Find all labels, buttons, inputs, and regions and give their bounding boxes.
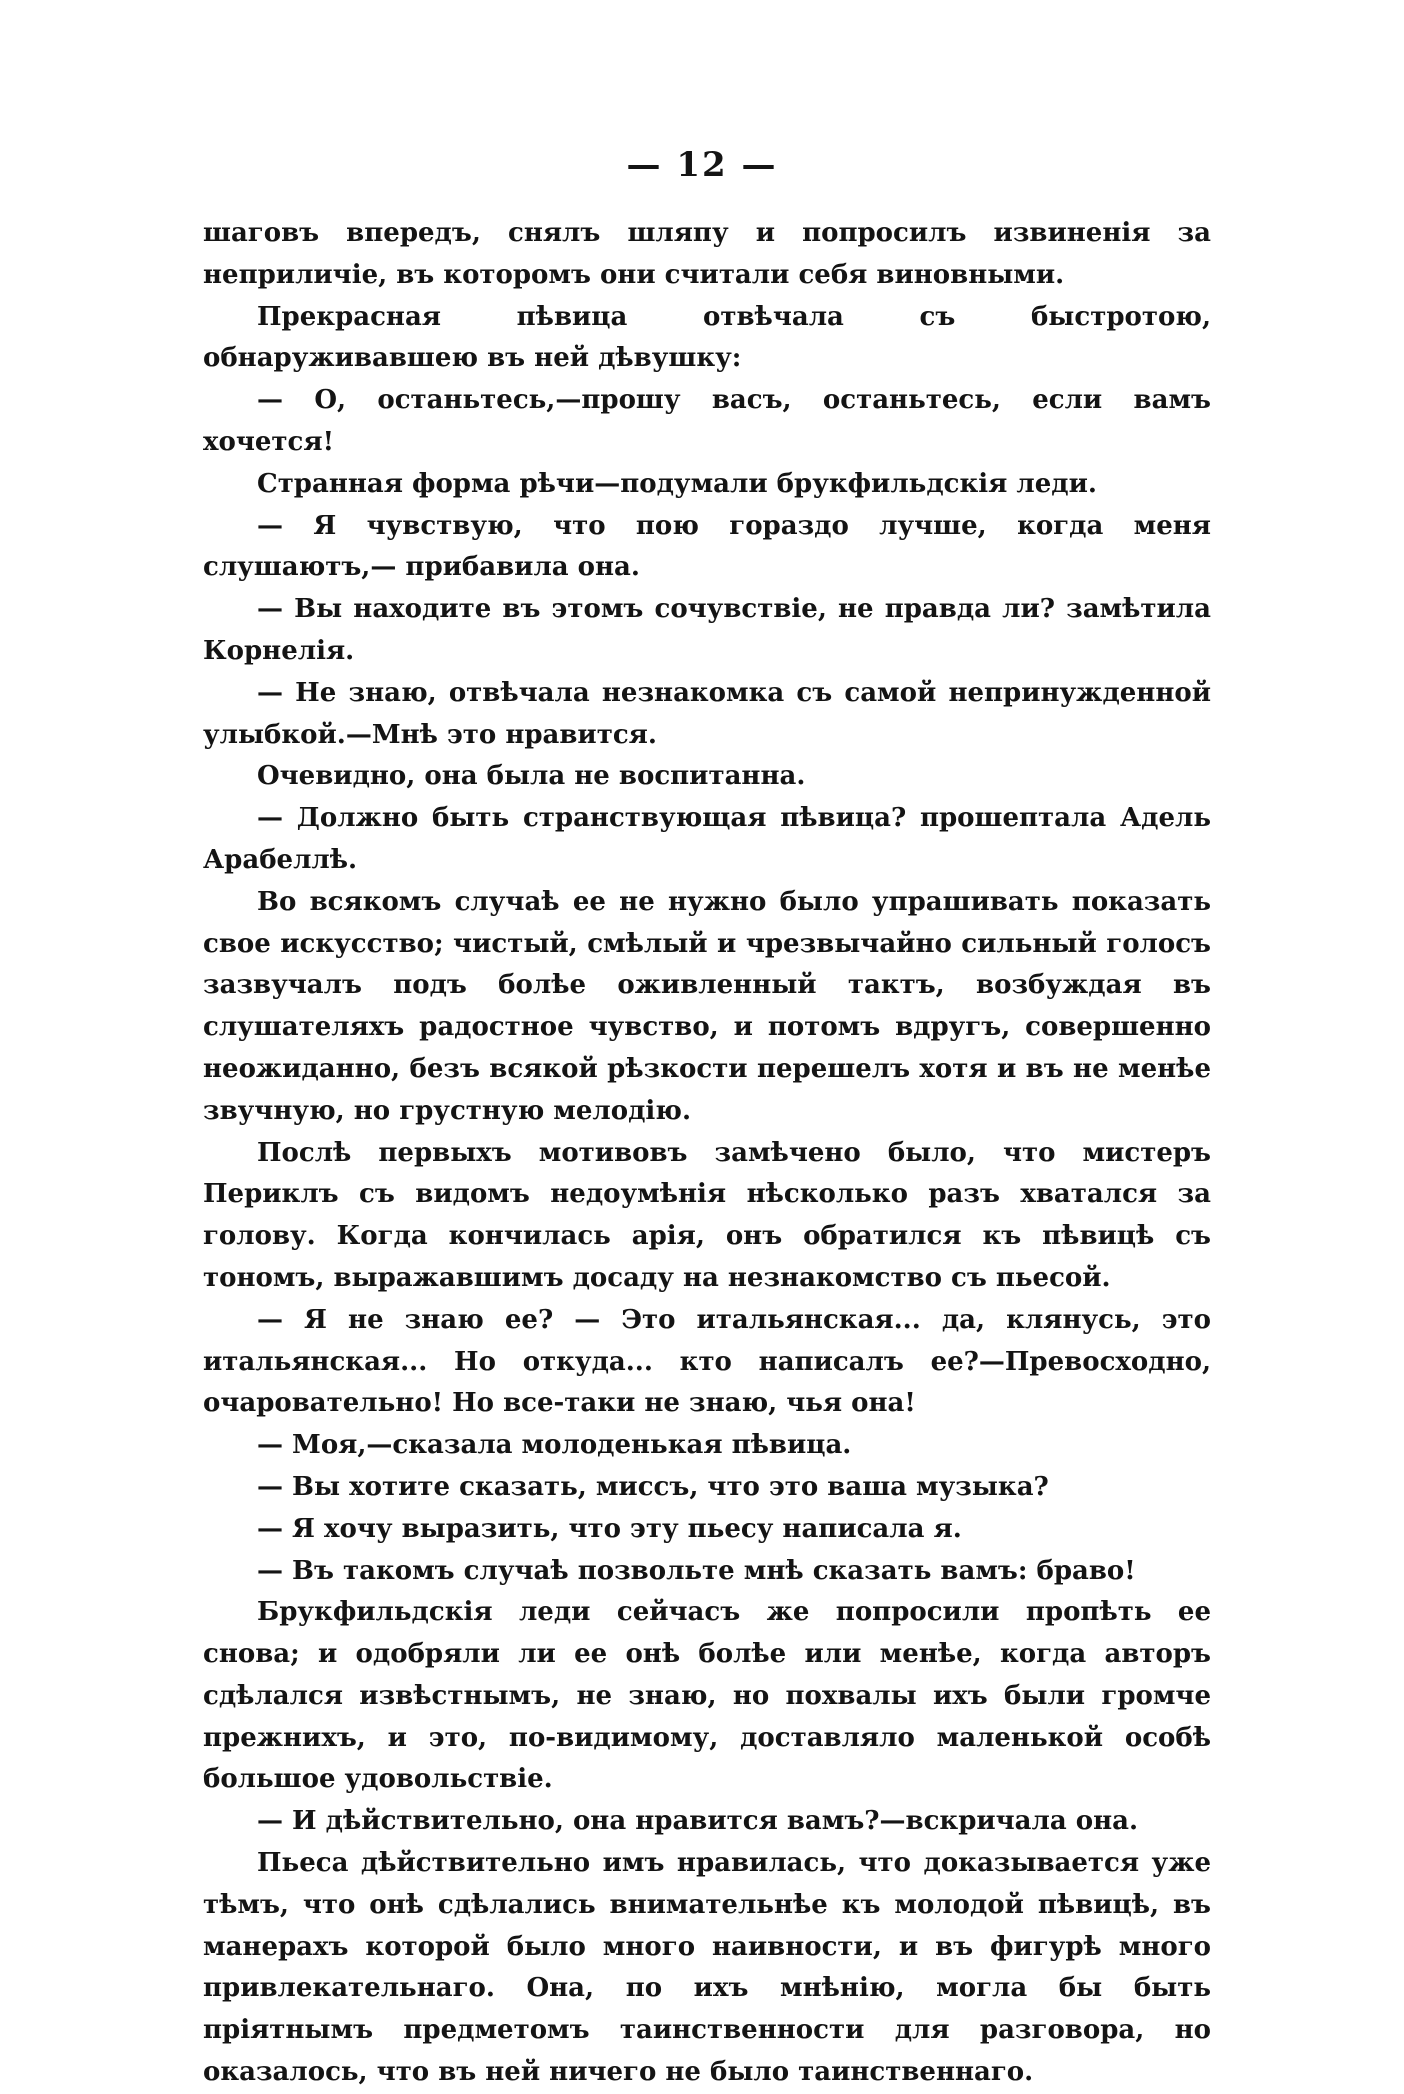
paragraph: Брукфильдскія леди сейчасъ же попросили пропѣть ее снова; и одобряли ли ее онѣ болѣе или менѣе, когда авторъ сдѣлался извѣстнымъ, не знаю, но похвалы ихъ были громче прежнихъ, и это, по-видимому, доставляло маленькой особѣ большое удовольствіе. [203,1597,1211,1795]
paragraph: Странная форма рѣчи—подумали брукфильдскія леди. [257,468,1097,499]
paragraph: — Я не знаю ее? — Это итальянская... да, клянусь, это итальянская... Но откуда... кто написалъ ее?—Превосходно, очаровательно! Но все-таки не знаю, чья она! [203,1304,1211,1419]
paragraph: Очевидно, она была не воспитанна. [257,761,806,792]
paragraph: — Вы находите въ этомъ сочувствіе, не правда ли? замѣтила Корнелія. [203,594,1211,666]
paragraph: — Должно быть странствующая пѣвица? прошептала Адель Арабеллѣ. [203,803,1211,875]
paragraph: — Я чувствую, что пою гораздо лучше, когда меня слушаютъ,— прибавила она. [203,510,1211,583]
paragraph: шаговъ впередъ, снялъ шляпу и попросилъ извиненія за неприличіе, въ которомъ они считали себя виновными. [203,218,1211,290]
paragraph: — Не знаю, отвѣчала незнакомка съ самой непринужденной улыбкой.—Мнѣ это нравится. [203,677,1211,750]
body-text [203,213,1211,2094]
paragraph: — Я хочу выразить, что эту пьесу написала я. [257,1513,962,1544]
paragraph: Во всякомъ случаѣ ее не нужно было упрашивать показать свое искусство; чистый, смѣлый и чрезвычайно сильный голосъ зазвучалъ подъ болѣе оживленный тактъ, возбуждая въ слушателяхъ радостное чувство, и потомъ вдругъ, совершенно неожиданно, безъ всякой рѣзкости перешелъ хотя и въ не менѣе звучную, но грустную мелодію. [203,886,1211,1126]
paragraph: — Въ такомъ случаѣ позвольте мнѣ сказать вамъ: браво! [257,1555,1136,1586]
paragraph: — Моя,—сказала молоденькая пѣвица. [257,1430,852,1461]
page-number: — 12 — [626,145,778,185]
paragraph: Послѣ первыхъ мотивовъ замѣчено было, что мистеръ Периклъ съ видомъ недоумѣнія нѣсколько разъ хватался за голову. Когда кончилась арія, онъ обратился къ пѣвицѣ съ тономъ, выражавшимъ досаду на незнакомство съ пьесой. [203,1137,1211,1293]
paragraph: Прекрасная пѣвица отвѣчала съ быстротою, обнаруживавшею въ ней дѣвушку: [203,301,1211,374]
paragraph: — Вы хотите сказать, миссъ, что это ваша музыка? [257,1471,1049,1502]
paragraph: — О, останьтесь,—прошу васъ, останьтесь, если вамъ хочется! [203,385,1211,457]
paragraph: Пьеса дѣйствительно имъ нравилась, что доказывается уже тѣмъ, что онѣ сдѣлались внимательнѣе къ молодой пѣвицѣ, въ манерахъ которой было много наивности, и въ фигурѣ много привлекательнаго. Она, по ихъ мнѣнію, могла бы быть пріятнымъ предметомъ таинственности для разговора, но оказалось, что въ ней ничего не было таинственнаго. [203,1848,1211,2088]
paragraph: — И дѣйствительно, она нравится вамъ?—вскричала она. [257,1806,1139,1837]
